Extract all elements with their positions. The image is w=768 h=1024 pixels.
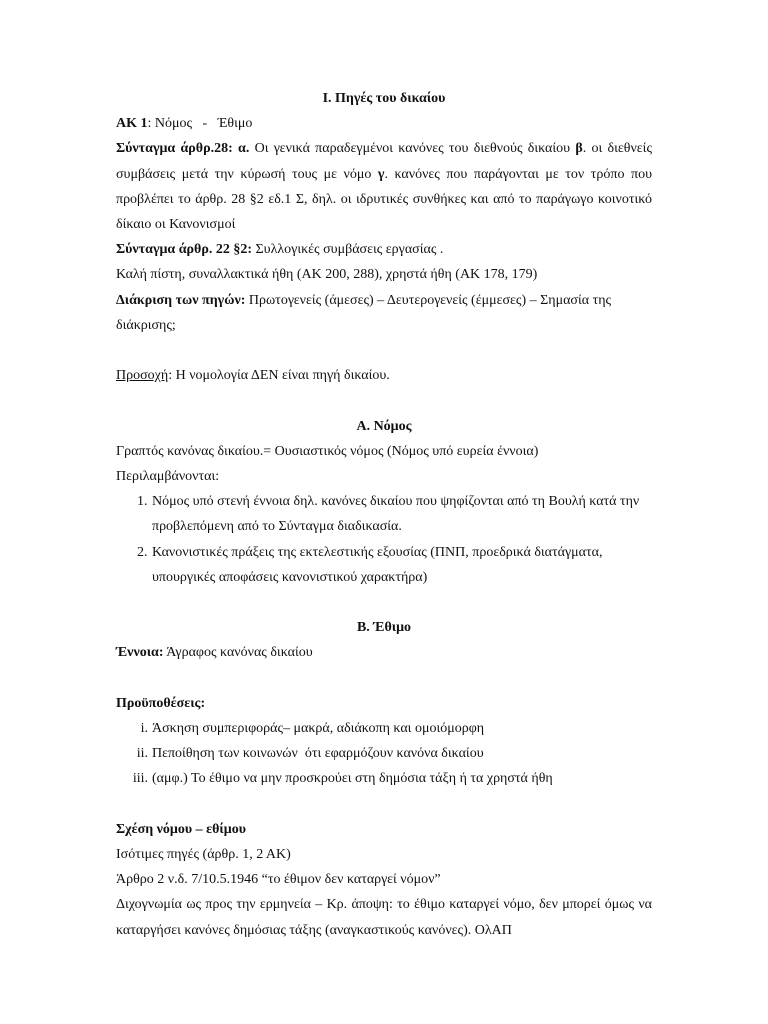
list-item-marker: i. xyxy=(140,721,148,737)
list-item xyxy=(116,540,652,590)
syntagma-22-text: Συλλογικές συμβάσεις εργασίας . xyxy=(252,242,444,258)
syntagma-28-marker-c: γ xyxy=(377,166,385,182)
section-b-heading: Β. Έθιμο xyxy=(356,620,412,636)
prosoxi-text: : Η νομολογία ΔΕΝ είναι πηγή δικαίου. xyxy=(168,368,390,384)
sxesi-line-1: Ισότιμες πηγές (άρθρ. 1, 2 ΑΚ) xyxy=(116,847,291,863)
ak1-label: ΑΚ 1 xyxy=(116,116,148,132)
spacer xyxy=(116,388,652,413)
sxesi-line-2: Άρθρο 2 ν.δ. 7/10.5.1946 “το έθιμον δεν καταργεί νόμον” xyxy=(116,872,441,888)
sxesi-heading-label: Σχέση νόμου – εθίμου xyxy=(116,821,246,837)
spacer xyxy=(116,590,652,615)
syntagma-22-label: Σύνταγμα άρθρ. 22 §2: xyxy=(116,242,253,258)
proypotheseis-heading xyxy=(116,691,652,716)
document-page xyxy=(116,86,652,943)
ennoia-line xyxy=(116,640,652,665)
syntagma-28-marker-a: α. xyxy=(232,141,250,157)
section-a-heading: Α. Νόμος xyxy=(356,418,412,434)
sxesi-line-3: Διχογνωμία ως προς την ερμηνεία – Κρ. άποψη: το έθιμο καταργεί νόμο, δεν μπορεί όμως να καταργήσει κανόνες δημόσιας τάξης (αναγκαστικούς κανόνες). ΟλΑΠ xyxy=(116,897,652,938)
syntagma-28-paragraph xyxy=(116,136,652,237)
list-item-text: (αμφ.) Το έθιμο να μην προσκρούει στη δημόσια τάξη ή τα χρηστά ήθη xyxy=(152,771,553,787)
list-item xyxy=(116,741,652,766)
list-item-marker: ii. xyxy=(136,746,148,762)
syntagma-28-marker-b: β xyxy=(575,141,583,157)
ennoia-text: Άγραφος κανόνας δικαίου xyxy=(163,645,313,661)
list-item-marker: iii. xyxy=(132,771,148,787)
prosoxi-label: Προσοχή xyxy=(116,368,169,384)
proypotheseis-label: Προϋποθέσεις: xyxy=(116,695,206,711)
kali-pisti-line: Καλή πίστη, συναλλακτικά ήθη (ΑΚ 200, 288), χρηστά ήθη (ΑΚ 178, 179) xyxy=(116,267,538,283)
prosoxi-line xyxy=(116,363,652,388)
ak1-line xyxy=(116,111,652,136)
list-item-marker: 2. xyxy=(137,544,148,560)
syntagma-22-line xyxy=(116,237,652,262)
section-b-list xyxy=(116,716,652,792)
spacer xyxy=(116,666,652,691)
list-item-text: Πεποίθηση των κοινωνών ότι εφαρμόζουν κανόνα δικαίου xyxy=(152,746,484,762)
list-item xyxy=(116,716,652,741)
list-item-text: Άσκηση συμπεριφοράς– μακρά, αδιάκοπη και ομοιόμορφη xyxy=(152,721,485,737)
diakrisi-paragraph xyxy=(116,288,652,338)
section-a-line-2: Περιλαμβάνονται: xyxy=(116,469,220,485)
diakrisi-label: Διάκριση των πηγών: xyxy=(116,292,246,308)
syntagma-28-text-a: Οι γενικά παραδεγμένοι κανόνες του διεθνούς δικαίου xyxy=(249,141,576,157)
list-item-marker: 1. xyxy=(137,494,148,510)
spacer xyxy=(116,338,652,363)
section-a-list xyxy=(116,489,652,590)
list-item-text: Νόμος υπό στενή έννοια δηλ. κανόνες δικαίου που ψηφίζονται από τη Βουλή κατά την προβλεπόμενη από το Σύνταγμα διαδικασία. xyxy=(152,494,640,535)
ennoia-label: Έννοια: xyxy=(116,645,164,661)
syntagma-28-text-b: . οι διεθνείς συμβάσεις μετά την κύρωσή τους με νόμο xyxy=(116,141,652,182)
section-a-line-1: Γραπτός κανόνας δικαίου.= Ουσιαστικός νόμος (Νόμος υπό ευρεία έννοια) xyxy=(116,443,539,459)
spacer xyxy=(116,792,652,817)
list-item xyxy=(116,766,652,791)
document-title: Ι. Πηγές του δικαίου xyxy=(322,91,446,106)
ak1-text: : Νόμος - Έθιμο xyxy=(147,116,253,132)
diakrisi-text: Πρωτογενείς (άμεσες) – Δευτερογενείς (έμμεσες) – Σημασία της διάκρισης; xyxy=(116,292,612,333)
syntagma-28-label: Σύνταγμα άρθρ.28: xyxy=(116,141,233,157)
sxesi-heading xyxy=(116,817,652,842)
syntagma-28-text-c: . κανόνες που παράγονται με τον τρόπο που προβλέπει το άρθρ. 28 §2 εδ.1 Σ, δηλ. οι ιδρυτικές συνθήκες και από το παράγωγο κοινοτικό δίκαιο οι Κανονισμοί xyxy=(116,166,652,233)
list-item-text: Κανονιστικές πράξεις της εκτελεστικής εξουσίας (ΠΝΠ, προεδρικά διατάγματα, υπουργικές αποφάσεις κανονιστικού χαρακτήρα) xyxy=(152,544,603,585)
list-item xyxy=(116,489,652,539)
